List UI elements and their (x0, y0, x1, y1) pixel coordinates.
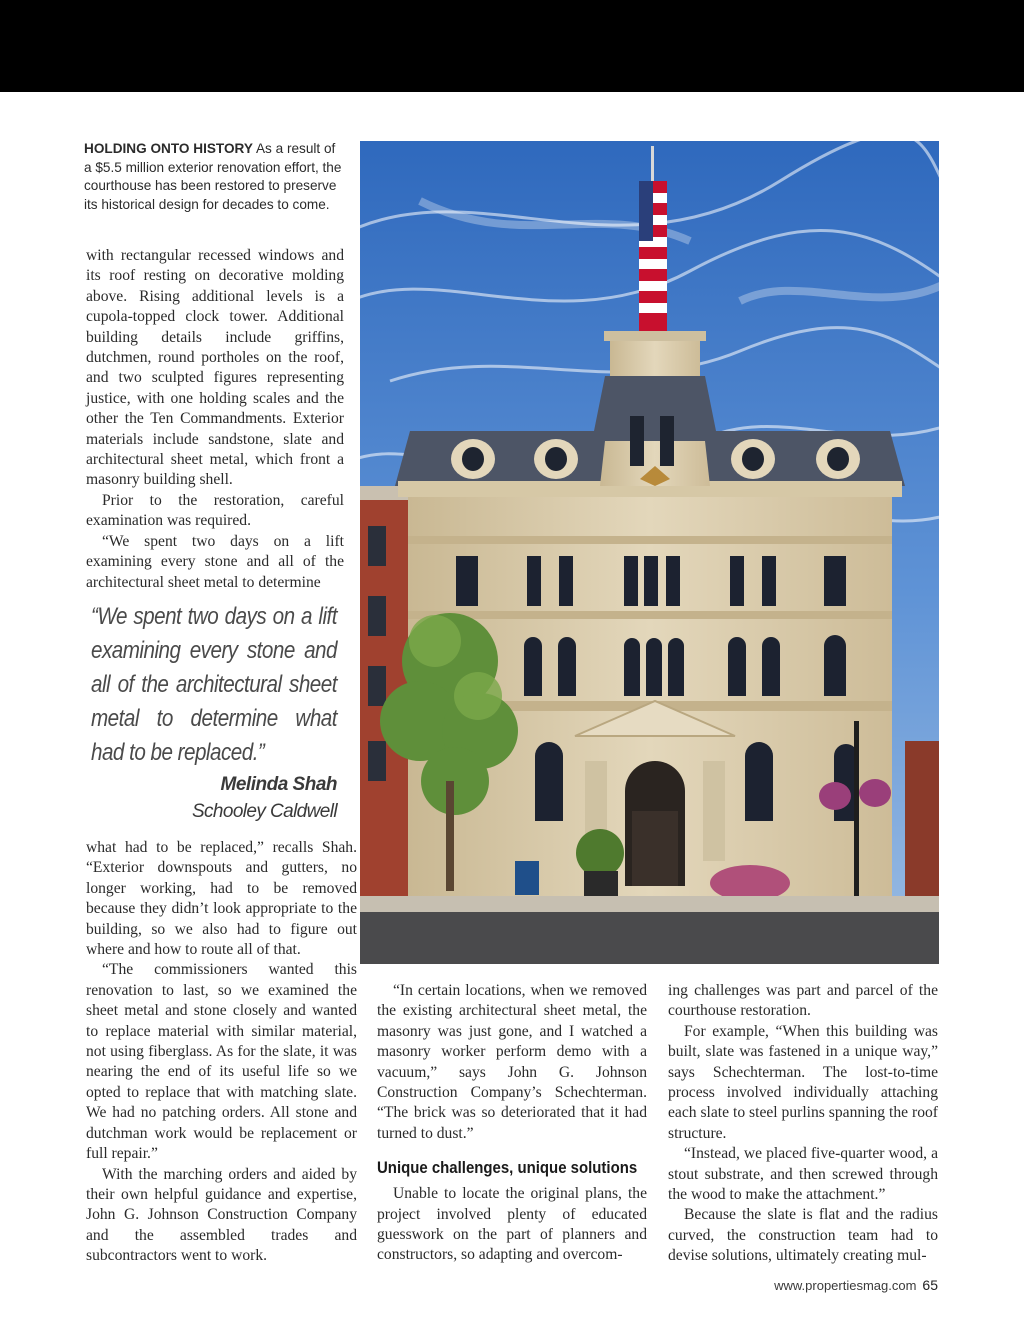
paragraph: what had to be replaced,” recalls Shah. “Exterior downspouts and gutters, no longer working, had to be removed because they didn’t look appropriate to the building, so we also had to figure out where and how to route all of that. (86, 839, 357, 959)
column-1-top (86, 246, 344, 593)
paragraph: “We spent two days on a lift examining every stone and all of the architectural sheet metal to determine (86, 532, 344, 591)
pull-quote-org: Schooley Caldwell (191, 801, 337, 822)
column-3 (668, 981, 938, 1267)
page-number: 65 (922, 1277, 938, 1293)
page-footer (774, 1277, 938, 1293)
photo-caption (84, 140, 346, 214)
section-subhead: Unique challenges, unique solutions (377, 1158, 638, 1178)
pull-quote-text: “We spent two days on a lift examining every stone and all of the architectural sheet metal to determine what had to be replaced.” (91, 603, 337, 766)
top-black-bar (0, 0, 1024, 92)
pull-quote-name: Melinda Shah (220, 774, 337, 795)
paragraph: with rectangular recessed windows and its roof resting on decorative molding above. Rising additional levels is a cupola-topped clock tower. Additional building details include griffins, dutchmen, round portholes on the roof, and two sculpted figures representing justice, with one holding scales and the other the Ten Commandments. Exterior materials include sandstone, slate and architectural sheet metal, which front a masonry building shell. (86, 247, 344, 489)
caption-label: HOLDING ONTO HISTORY (84, 141, 253, 156)
paragraph: For example, “When this building was built, slate was fastened in a unique way,” says Schechterman. The lost-to-time process involved individually attaching each slate to steel purlins spanning the roof structure. (668, 1022, 938, 1142)
paragraph: With the marching orders and aided by their own helpful guidance and expertise, John G. Johnson Construction Company and the assembled trades and subcontractors went to work. (86, 1165, 357, 1265)
paragraph: Because the slate is flat and the radius curved, the construction team had to devise solutions, ultimately creating mul- (668, 1206, 938, 1265)
paragraph: Prior to the restoration, careful examination was required. (86, 491, 344, 530)
footer-url: www.propertiesmag.com (774, 1278, 917, 1293)
column-1-bottom (86, 838, 357, 1267)
caption-text: As a result of a $5.5 million exterior renovation effort, the courthouse has been restored to preserve its historical design for decades to come. (84, 141, 342, 212)
paragraph: “In certain locations, when we removed the existing architectural sheet metal, the masonry was just gone, and I watched a masonry worker perform demo with a vacuum,” says John G. Johnson Construction Company’s Schechterman. “The brick was so deteriorated that it had turned to dust.” (377, 982, 647, 1142)
paragraph: Unable to locate the original plans, the project involved plenty of educated guesswork on the part of planners and constructors, so adapting and overcom- (377, 1185, 647, 1264)
column-2 (377, 981, 647, 1266)
paragraph: ing challenges was part and parcel of the courthouse restoration. (668, 982, 938, 1020)
pull-quote (91, 600, 337, 826)
paragraph: “The commissioners wanted this renovation to last, so we examined the sheet metal and stone closely and wanted to replace material with similar material, not using fiberglass. As for the slate, it was nearing the end of its useful life so we opted to replace that with matching slate. We had no patching orders. All stone and dutchman work would be replacement or full repair.” (86, 961, 357, 1163)
paragraph: “Instead, we placed five-quarter wood, a stout substrate, and then screwed through the wood to make the attachment.” (668, 1145, 938, 1204)
courthouse-photo (360, 141, 939, 964)
